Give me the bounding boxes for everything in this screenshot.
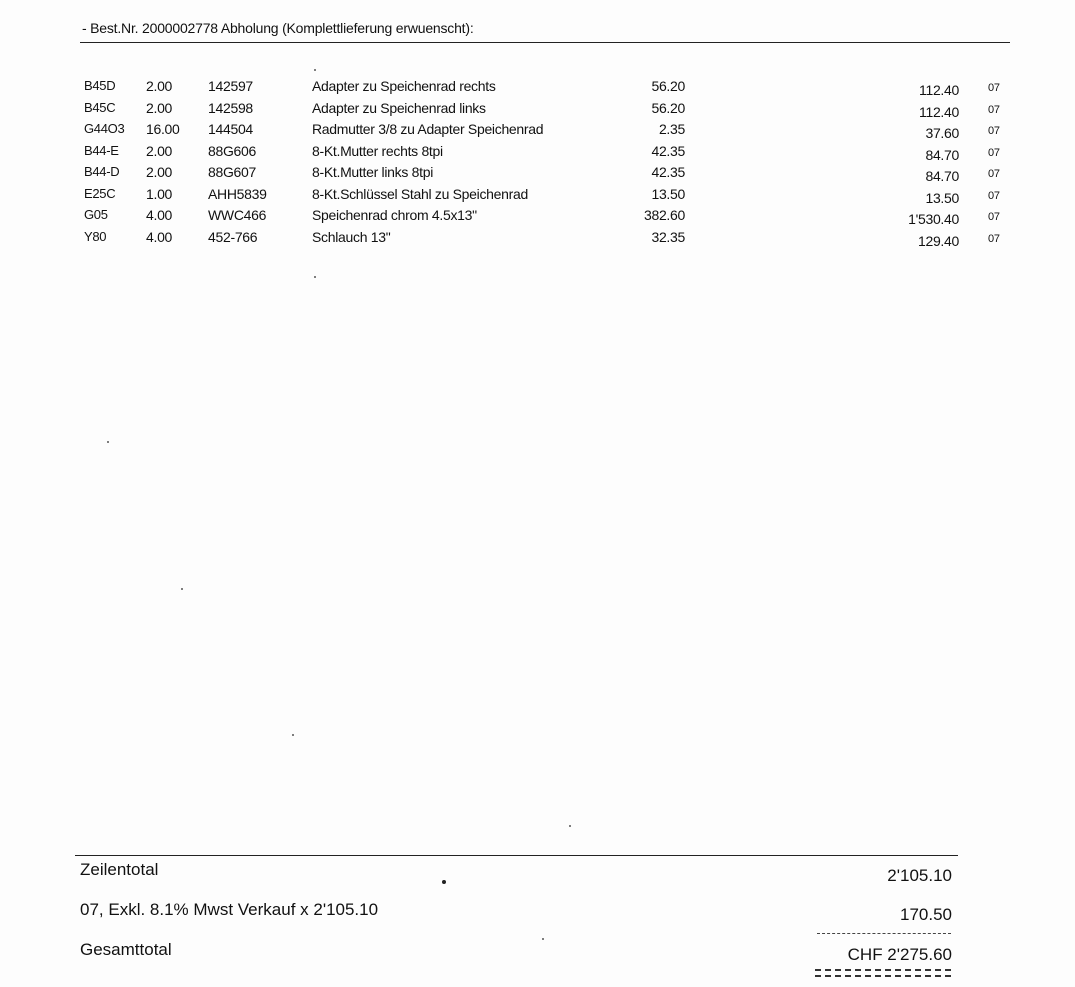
scan-speck: [569, 825, 571, 827]
item-article: 88G606: [208, 142, 257, 159]
item-article: 452-766: [208, 228, 258, 245]
grand-total-label: Gesamttotal: [80, 940, 172, 959]
item-qty: 4.00: [146, 207, 173, 223]
scan-speck: [314, 276, 316, 278]
item-total: 13.50: [925, 189, 959, 206]
item-total: 1'530.40: [908, 211, 959, 227]
line-item: [0, 121, 1075, 143]
item-unit-price: 382.60: [643, 207, 685, 223]
grand-total-underline-bottom: [815, 975, 951, 977]
line-item: [0, 164, 1075, 186]
item-qty: 16.00: [146, 121, 180, 137]
line-total-value: 2'105.10: [887, 866, 952, 885]
item-tax-code: 07: [988, 211, 1000, 223]
header-divider: [80, 42, 1010, 43]
item-code: Y80: [84, 228, 107, 244]
item-unit-price: 42.35: [651, 164, 685, 180]
subtotal-dashed-rule: [817, 933, 951, 934]
item-tax-code: 07: [988, 232, 1000, 245]
item-description: Schlauch 13": [312, 228, 391, 245]
item-unit-price: 13.50: [651, 185, 685, 202]
line-item: [0, 207, 1075, 229]
scan-speck: [181, 588, 183, 590]
item-description: 8-Kt.Mutter rechts 8tpi: [312, 142, 443, 159]
item-article: 144504: [208, 121, 253, 137]
item-qty: 2.00: [146, 78, 173, 94]
item-total: 112.40: [919, 103, 959, 120]
item-article: 142597: [208, 78, 253, 94]
item-unit-price: 2.35: [658, 121, 685, 137]
order-header: - Best.Nr. 2000002778 Abholung (Komplettlieferung erwuenscht):: [82, 20, 474, 36]
line-item: [0, 78, 1075, 100]
item-total: 84.70: [925, 146, 959, 163]
scan-speck: [442, 880, 446, 884]
item-total: 84.70: [925, 168, 959, 184]
item-description: 8-Kt.Schlüssel Stahl zu Speichenrad: [312, 185, 528, 202]
item-code: B45D: [84, 78, 116, 93]
item-code: B45C: [84, 99, 116, 115]
line-item: [0, 186, 1075, 208]
item-qty: 2.00: [146, 164, 173, 180]
item-article: WWC466: [208, 207, 267, 223]
item-article: 88G607: [208, 164, 257, 180]
item-article: AHH5839: [208, 185, 267, 202]
item-qty: 1.00: [146, 185, 173, 202]
item-total: 37.60: [925, 125, 959, 141]
item-tax-code: 07: [988, 168, 1000, 180]
line-item: [0, 229, 1075, 251]
scan-speck: [107, 441, 109, 443]
item-code: E25C: [84, 185, 116, 201]
scan-speck: [292, 734, 294, 736]
item-description: Radmutter 3/8 zu Adapter Speichenrad: [312, 121, 544, 137]
grand-total-value: CHF 2'275.60: [847, 945, 952, 964]
item-qty: 2.00: [146, 142, 173, 159]
item-unit-price: 42.35: [651, 142, 685, 159]
line-item: [0, 143, 1075, 165]
item-total: 129.40: [917, 232, 959, 249]
line-item: [0, 100, 1075, 122]
item-qty: 2.00: [146, 99, 173, 116]
item-unit-price: 32.35: [651, 228, 685, 245]
item-code: B44-E: [84, 142, 119, 158]
item-tax-code: 07: [988, 125, 1000, 137]
item-description: Adapter zu Speichenrad rechts: [312, 78, 496, 94]
item-tax-code: 07: [988, 82, 1000, 94]
item-total: 112.40: [919, 82, 959, 98]
scan-speck: [314, 69, 316, 71]
item-tax-code: 07: [988, 146, 1000, 159]
line-items: [0, 78, 1075, 250]
totals-divider: [75, 855, 958, 856]
grand-total-underline-top: [815, 969, 951, 971]
item-description: Adapter zu Speichenrad links: [312, 99, 486, 116]
item-description: 8-Kt.Mutter links 8tpi: [312, 164, 433, 180]
item-tax-code: 07: [988, 189, 1000, 202]
item-unit-price: 56.20: [651, 99, 685, 116]
item-article: 142598: [208, 99, 253, 116]
item-code: B44-D: [84, 164, 120, 179]
item-code: G05: [84, 207, 108, 222]
item-qty: 4.00: [146, 228, 173, 245]
vat-label: 07, Exkl. 8.1% Mwst Verkauf x 2'105.10: [80, 900, 379, 919]
item-unit-price: 56.20: [651, 78, 685, 94]
item-tax-code: 07: [988, 103, 1000, 116]
item-code: G44O3: [84, 121, 125, 136]
vat-value: 170.50: [900, 905, 952, 924]
line-total-label: Zeilentotal: [80, 860, 159, 879]
scan-speck: [542, 938, 544, 940]
item-description: Speichenrad chrom 4.5x13": [312, 207, 477, 223]
